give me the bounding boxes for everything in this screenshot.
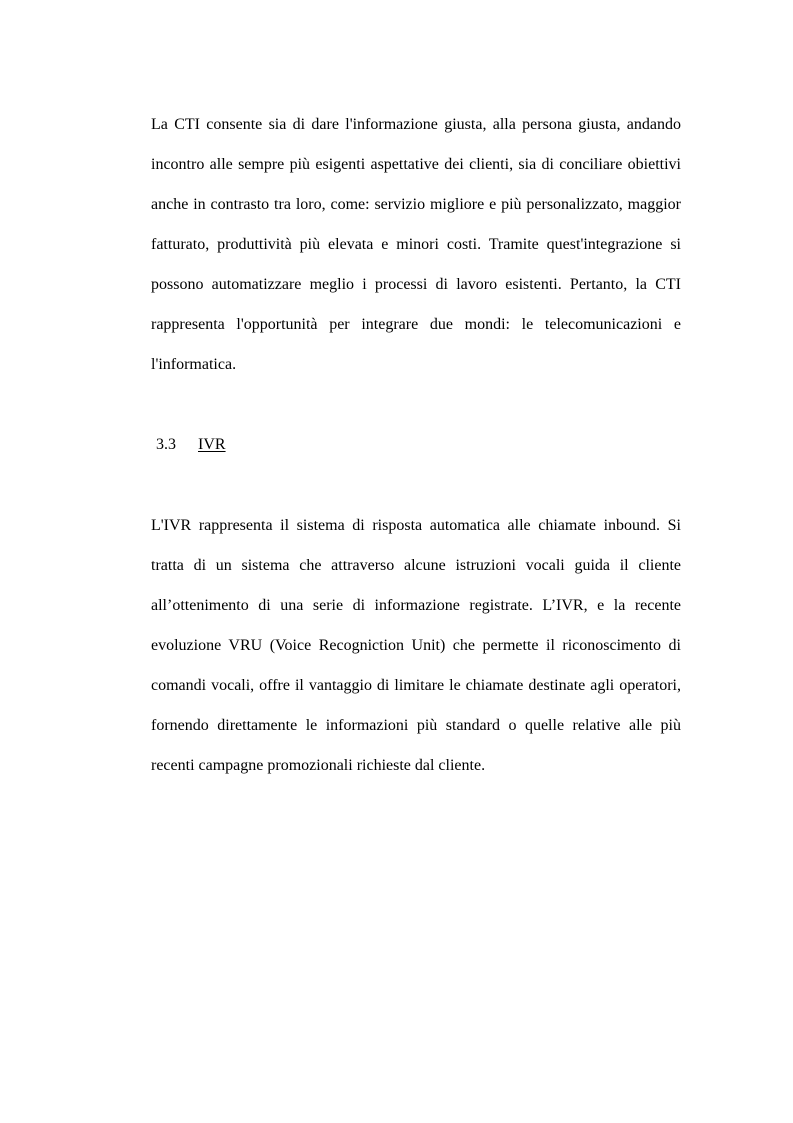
section-heading bbox=[156, 425, 226, 465]
body-paragraph-ivr: L'IVR rappresenta il sistema di risposta automatica alle chiamate inbound. Si tratta di un sistema che attraverso alcune istruzioni vocali guida il cliente all’ottenimento di una serie di informazione registrate. L’IVR, e la recente evoluzione VRU (Voice Recogniction Unit) che permette il riconoscimento di comandi vocali, offre il vantaggio di limitare le chiamate destinate agli operatori, fornendo direttamente le informazioni più standard o quelle relative alle più recenti campagne promozionali richieste dal cliente. bbox=[151, 517, 681, 774]
section-title: IVR bbox=[198, 436, 226, 453]
section-number: 3.3 bbox=[156, 436, 176, 453]
body-paragraph-cti: La CTI consente sia di dare l'informazione giusta, alla persona giusta, andando incontro alle sempre più esigenti aspettative dei clienti, sia di conciliare obiettivi anche in contrasto tra loro, come: servizio migliore e più personalizzato, maggior fatturato, produttività più elevata e minori costi. Tramite quest'integrazione si possono automatizzare meglio i processi di lavoro esistenti. Pertanto, la CTI rappresenta l'opportunità per integrare due mondi: le telecomunicazioni e l'informatica. bbox=[151, 116, 681, 373]
